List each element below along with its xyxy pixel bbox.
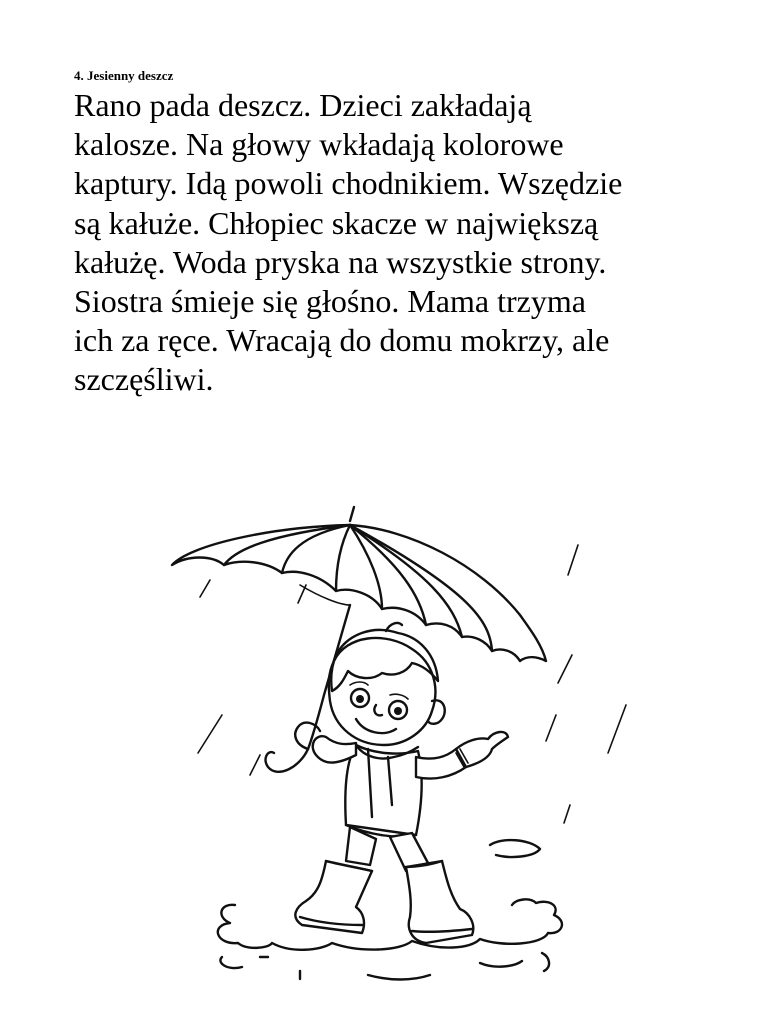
reading-passage — [74, 86, 734, 400]
passage-line: szczęśliwi. — [74, 361, 214, 398]
passage-line: Siostra śmieje się głośno. Mama trzyma — [74, 283, 586, 320]
exercise-heading: 4. Jesienny deszcz — [74, 68, 174, 83]
puddle-icon — [218, 840, 562, 979]
passage-line: Rano pada deszcz. Dzieci zakładają — [74, 87, 532, 123]
passage-line: kaptury. Idą powoli chodnikiem. Wszędzie — [74, 165, 623, 202]
passage-line: są kałuże. Chłopiec skacze w największą — [74, 204, 599, 241]
boy-icon — [295, 623, 508, 943]
passage-line: kałużę. Woda pryska na wszystkie strony. — [74, 243, 607, 280]
passage-line: ich za ręce. Wracają do domu mokrzy, ale — [74, 322, 610, 359]
boy-with-umbrella-illustration — [150, 505, 650, 995]
passage-line: kalosze. Na głowy wkładają kolorowe — [74, 126, 564, 163]
